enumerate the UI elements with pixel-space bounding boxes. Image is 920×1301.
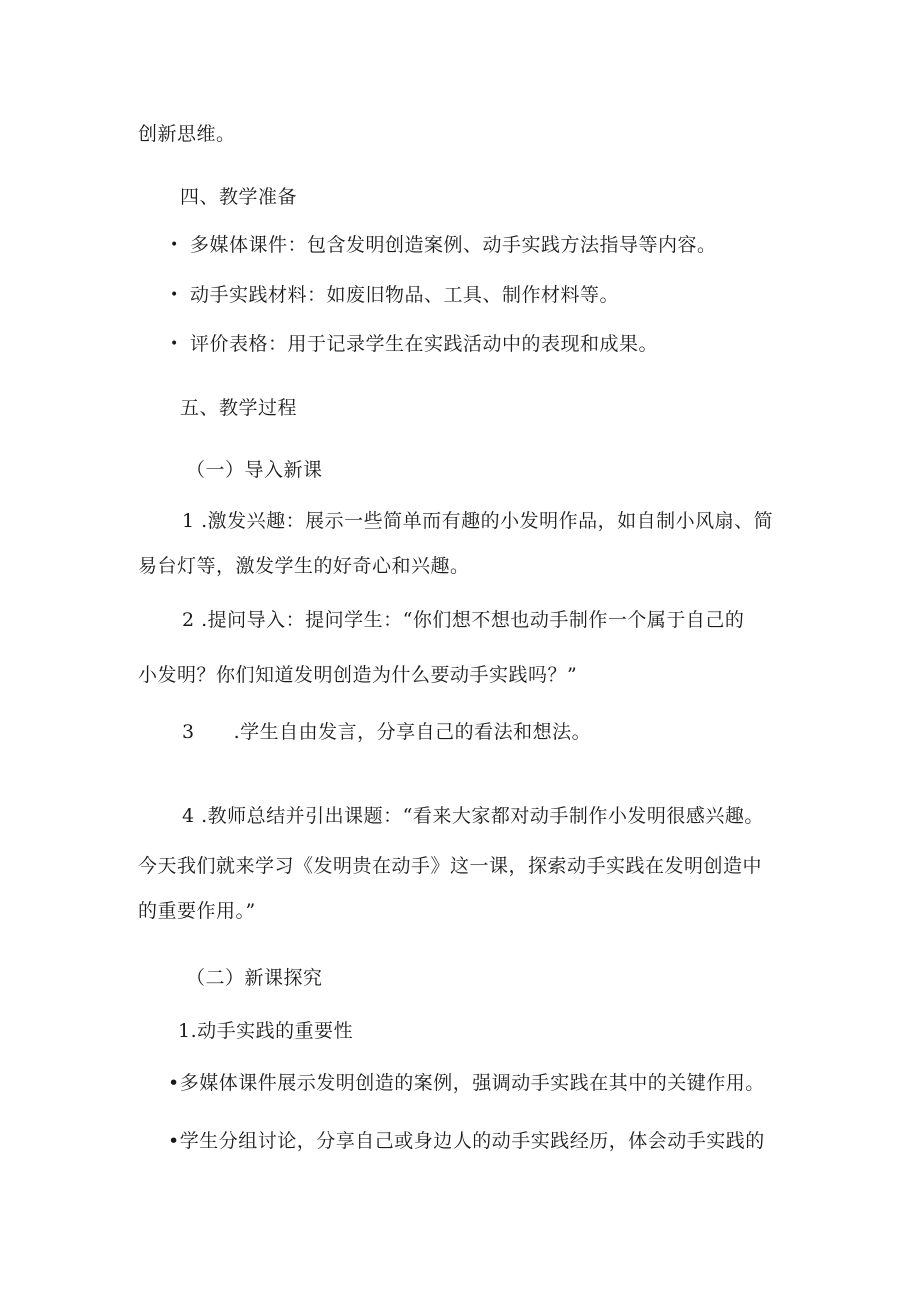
list-item: 动手实践材料：如废旧物品、工具、制作材料等。 xyxy=(190,284,620,306)
bullet-icon: • xyxy=(170,237,179,253)
paragraph-line: 易台灯等，激发学生的好奇心和兴趣。 xyxy=(138,555,470,577)
paragraph-line: 小发明？你们知道发明创造为什么要动手实践吗？” xyxy=(138,664,578,686)
paragraph-line: 2 .提问导入：提问学生：“你们想不想也动手制作一个属于自己的 xyxy=(182,609,745,631)
subsection-heading: （二）新课探究 xyxy=(186,967,323,989)
list-item: •学生分组讨论，分享自己或身边人的动手实践经历，体会动手实践的 xyxy=(168,1130,765,1152)
section-heading: 四、教学准备 xyxy=(180,186,298,208)
subsection-heading: 1.动手实践的重要性 xyxy=(178,1020,354,1042)
paragraph-line: 1 .激发兴趣：展示一些简单而有趣的小发明作品，如自制小风扇、简 xyxy=(182,510,774,532)
paragraph-line: 的重要作用。” xyxy=(138,900,256,922)
paragraph-line: 4 .教师总结并引出课题：“看来大家都对动手制作小发明很感兴趣。 xyxy=(182,805,764,827)
list-item: 评价表格：用于记录学生在实践活动中的表现和成果。 xyxy=(190,333,659,355)
paragraph-line: 今天我们就来学习《发明贵在动手》这一课，探索动手实践在发明创造中 xyxy=(138,855,763,877)
bullet-icon: • xyxy=(170,287,179,303)
paragraph-line: 3 .学生自由发言，分享自己的看法和想法。 xyxy=(182,721,592,743)
section-heading: 五、教学过程 xyxy=(180,397,298,419)
bullet-icon: • xyxy=(170,336,179,352)
list-item: •多媒体课件展示发明创造的案例，强调动手实践在其中的关键作用。 xyxy=(168,1072,765,1094)
list-item: 多媒体课件：包含发明创造案例、动手实践方法指导等内容。 xyxy=(190,234,717,256)
paragraph-line: 创新思维。 xyxy=(138,123,236,145)
subsection-heading: （一）导入新课 xyxy=(186,459,323,481)
